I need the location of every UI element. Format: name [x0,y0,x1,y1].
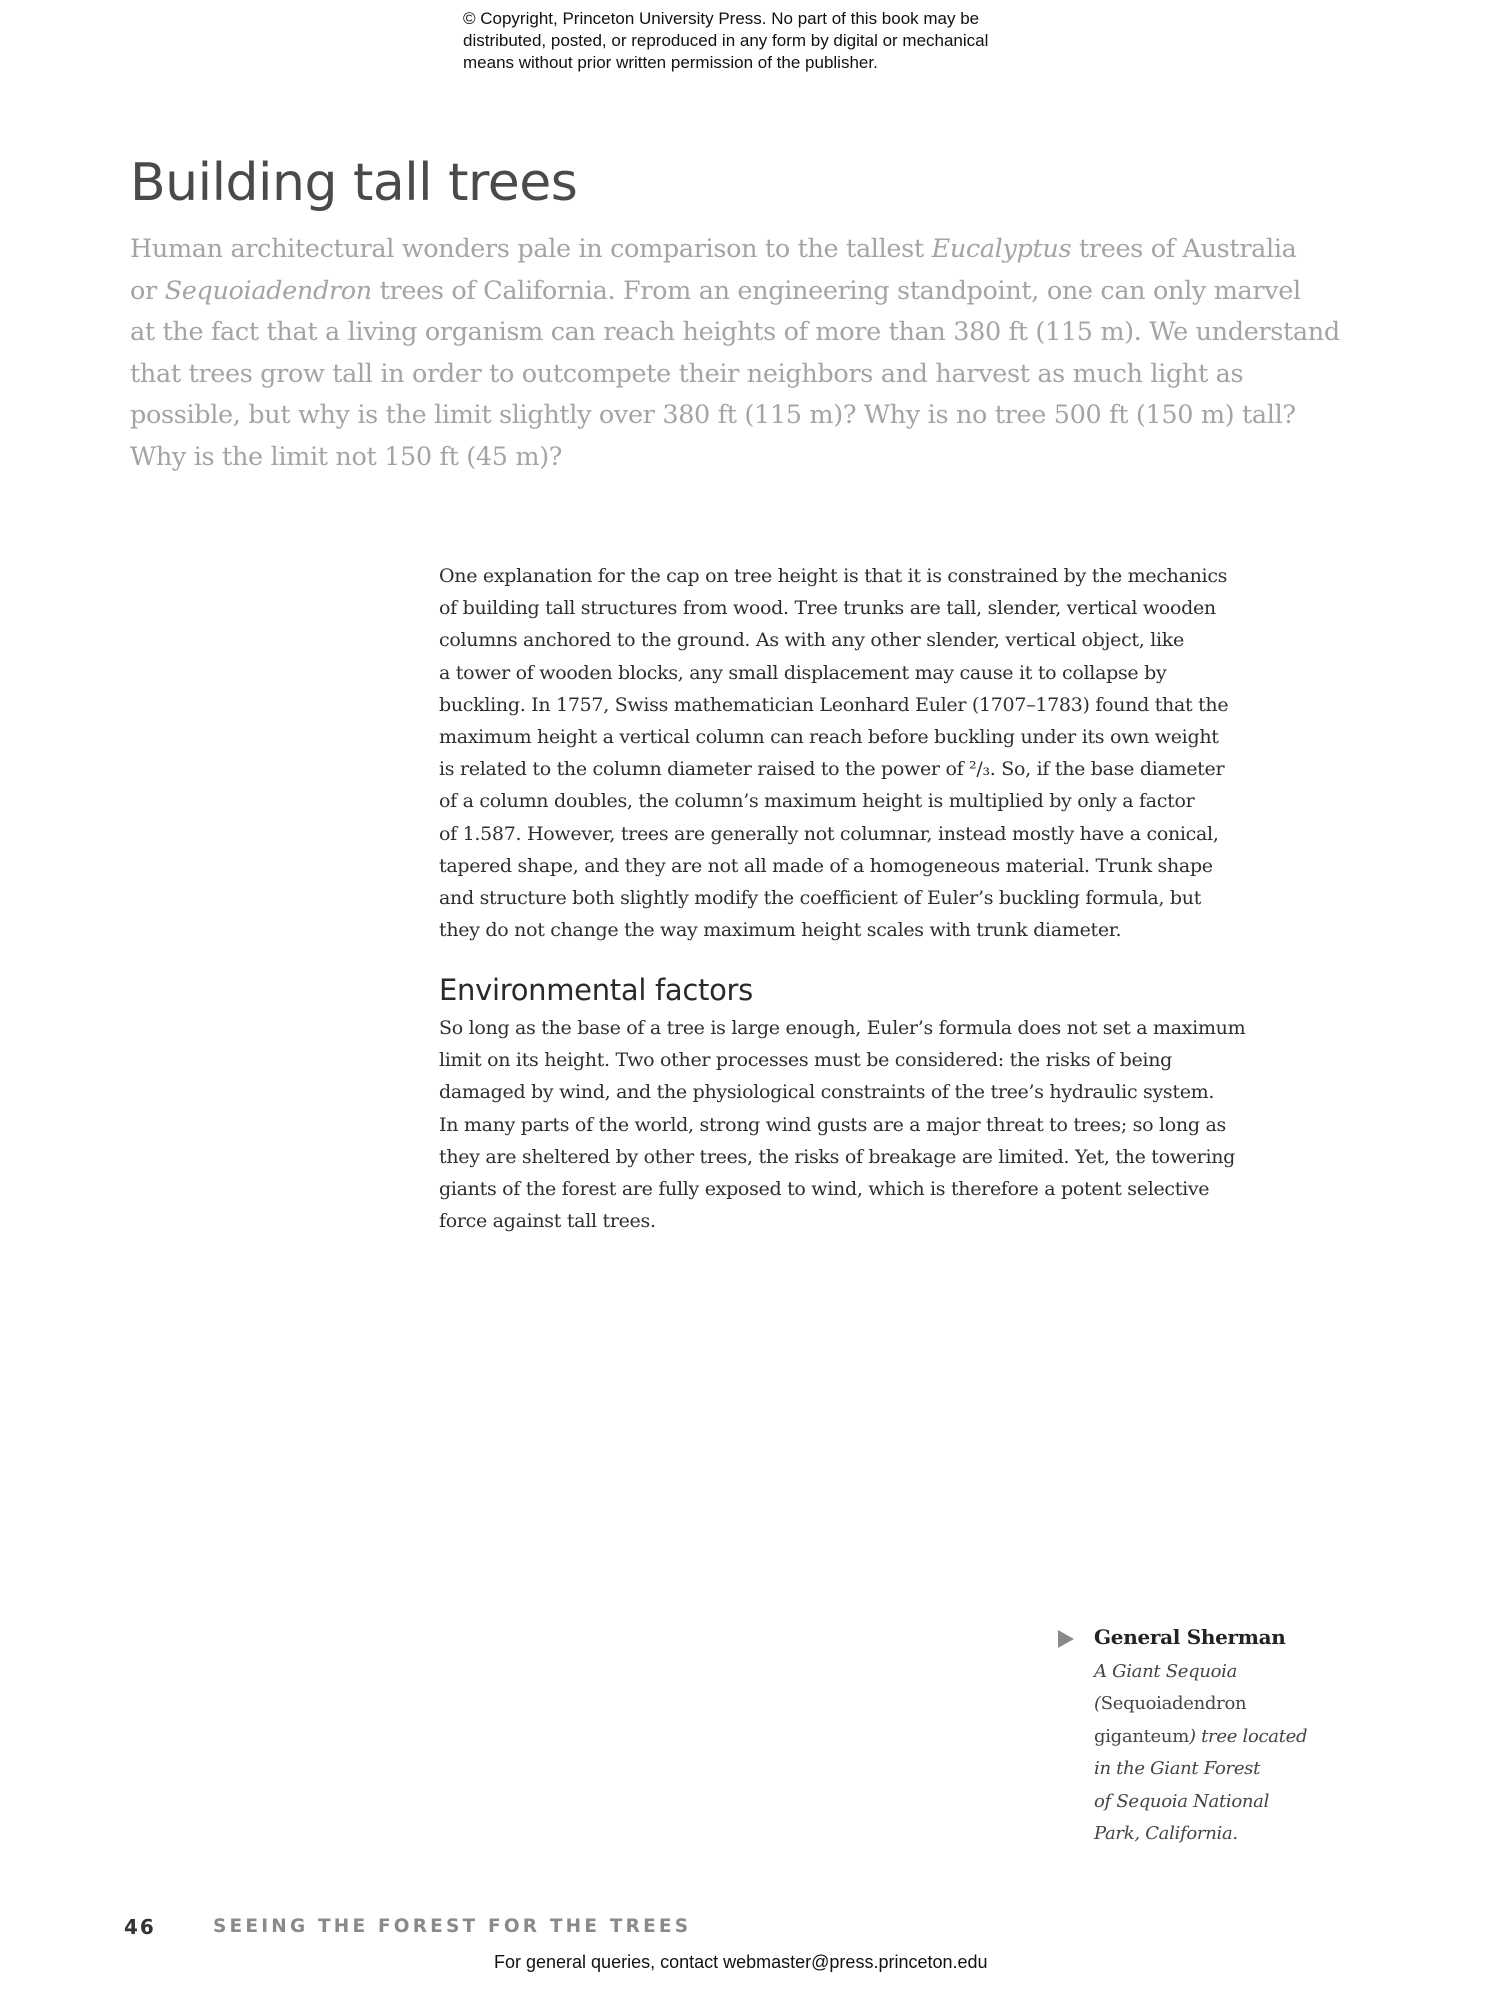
text-line: they are sheltered by other trees, the risks of breakage are limited. Yet, the towering [439,1145,1236,1168]
text-line: buckling. In 1757, Swiss mathematician Leonhard Euler (1707–1783) found that the [439,693,1229,716]
lead-paragraph [130,229,1340,479]
caption-line: A Giant Sequoia [1094,1661,1238,1682]
text-line: of building tall structures from wood. Tree trunks are tall, slender, vertical wooden [439,597,1216,620]
text-line: In many parts of the world, strong wind gusts are a major threat to trees; so long as [439,1113,1226,1136]
section-heading: Environmental factors [439,973,753,1007]
text-line: of a column doubles, the column’s maximum height is multiplied by only a factor [439,790,1195,813]
lead-line: Human architectural wonders pale in comparison to the tallest Eucalyptus trees of Australia [130,234,1297,264]
caption-pointer-icon [1058,1630,1074,1648]
copyright-line: means without prior written permission of the publisher. [463,53,878,72]
text-line: So long as the base of a tree is large enough, Euler’s formula does not set a maximum [439,1017,1246,1039]
running-head: SEEING THE FOREST FOR THE TREES [213,1916,692,1937]
text-line: and structure both slightly modify the coefficient of Euler’s buckling formula, but [439,887,1202,910]
copyright-notice [463,8,1083,74]
caption-line: (Sequoiadendron [1094,1693,1247,1715]
body-paragraph-2 [439,1012,1339,1237]
text-line: force against tall trees. [439,1210,656,1233]
copyright-line: distributed, posted, or reproduced in any form by digital or mechanical [463,31,989,50]
caption-title: General Sherman [1094,1625,1286,1649]
lead-line: or Sequoiadendron trees of California. From an engineering standpoint, one can only marvel [130,275,1301,306]
lead-line: possible, but why is the limit slightly over 380 ft (115 m)? Why is no tree 500 ft (150 m) tall? [130,400,1296,431]
copyright-line: © Copyright, Princeton University Press. No part of this book may be [463,9,980,28]
caption-line: Park, California. [1094,1823,1238,1845]
caption-line: giganteum) tree located [1094,1725,1308,1747]
text-line: maximum height a vertical column can reach before buckling under its own weight [439,726,1219,749]
body-paragraph-1 [439,560,1339,946]
figure-caption [1094,1656,1354,1850]
page-number: 46 [124,1915,156,1939]
lead-line: at the fact that a living organism can reach heights of more than 380 ft (115 m). We understand [130,317,1340,348]
text-line: damaged by wind, and the physiological constraints of the tree’s hydraulic system. [439,1081,1215,1104]
text-line: limit on its height. Two other processes must be considered: the risks of being [439,1049,1172,1072]
text-line: of 1.587. However, trees are generally not columnar, instead mostly have a conical, [439,822,1219,845]
species-name: Eucalyptus [931,234,1072,264]
lead-line: Why is the limit not 150 ft (45 m)? [130,441,563,472]
page-title: Building tall trees [130,153,578,213]
lead-line: that trees grow tall in order to outcompete their neighbors and harvest as much light as [130,358,1244,389]
species-name: Sequoiadendron [164,275,372,306]
caption-line: of Sequoia National [1094,1790,1270,1812]
text-line: they do not change the way maximum height scales with trunk diameter. [439,919,1122,942]
text-line: columns anchored to the ground. As with any other slender, vertical object, like [439,629,1184,652]
text-line: giants of the forest are fully exposed to wind, which is therefore a potent selective [439,1178,1210,1201]
contact-footer: For general queries, contact webmaster@press.princeton.edu [494,1952,988,1972]
text-line: is related to the column diameter raised to the power of ²/₃. So, if the base diameter [439,758,1225,781]
text-line: One explanation for the cap on tree height is that it is constrained by the mechanics [439,565,1228,587]
text-line: tapered shape, and they are not all made of a homogeneous material. Trunk shape [439,854,1213,877]
text-line: a tower of wooden blocks, any small displacement may cause it to collapse by [439,661,1167,684]
caption-line: in the Giant Forest [1094,1758,1261,1780]
